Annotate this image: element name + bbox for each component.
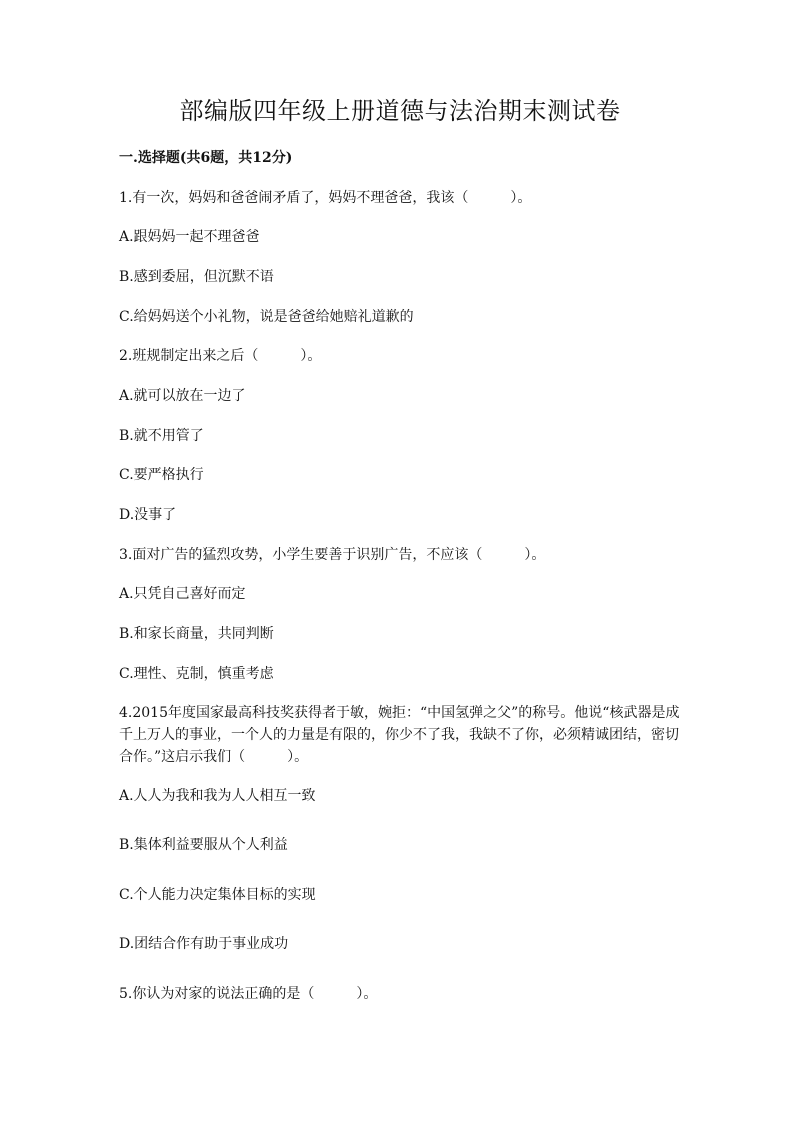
- question-3-option-c: C.理性、克制，慎重考虑: [119, 666, 274, 682]
- question-4-option-d: D.团结合作有助于事业成功: [119, 936, 289, 952]
- section-heading: 一.选择题(共6题，共12分): [119, 150, 293, 166]
- question-1-option-c: C.给妈妈送个小礼物，说是爸爸给她赔礼道歉的: [119, 309, 414, 325]
- question-1-option-a: A.跟妈妈一起不理爸爸: [119, 229, 260, 245]
- question-3-option-b: B.和家长商量，共同判断: [119, 626, 274, 642]
- question-3-stem: 3.面对广告的猛烈攻势，小学生要善于识别广告，不应该（ ）。: [119, 547, 546, 563]
- question-1-stem: 1.有一次，妈妈和爸爸闹矛盾了，妈妈不理爸爸，我该（ ）。: [119, 190, 532, 206]
- question-4-option-b: B.集体利益要服从个人利益: [119, 837, 288, 853]
- question-4-option-a: A.人人为我和我为人人相互一致: [119, 788, 316, 804]
- question-2-option-a: A.就可以放在一边了: [119, 388, 246, 404]
- question-4-option-c: C.个人能力决定集体目标的实现: [119, 887, 316, 903]
- question-2-option-b: B.就不用管了: [119, 428, 204, 444]
- page-title: 部编版四年级上册道德与法治期末测试卷: [179, 97, 621, 125]
- question-2-option-d: D.没事了: [119, 507, 177, 523]
- question-5-stem: 5.你认为对家的说法正确的是（ ）。: [119, 986, 378, 1002]
- question-4-stem: 4.2015年度国家最高科技奖获得者于敏，婉拒：“中国氢弹之父”的称号。他说“核武器是成千上万人的事业，一个人的力量是有限的，你少不了我，我缺不了你，必须精诚团结，密切合作。”这启示我们（ ）。: [119, 705, 680, 765]
- question-1-option-b: B.感到委屈，但沉默不语: [119, 269, 274, 285]
- question-2-stem: 2.班规制定出来之后（ ）。: [119, 348, 322, 364]
- question-2-option-c: C.要严格执行: [119, 467, 204, 483]
- question-3-option-a: A.只凭自己喜好而定: [119, 586, 246, 602]
